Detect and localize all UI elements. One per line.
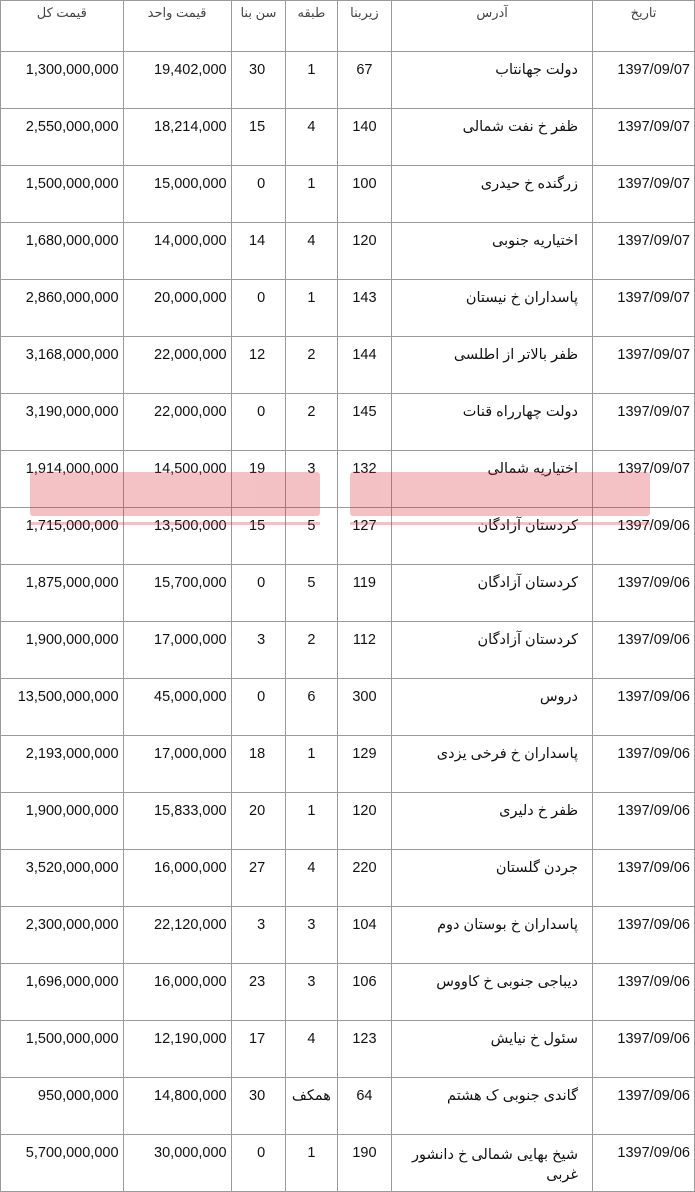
unit-price-cell: 18,214,000 (123, 109, 231, 166)
unit-price-cell: 22,000,000 (123, 337, 231, 394)
table-row (1, 109, 695, 166)
unit-price-cell: 14,800,000 (123, 1078, 231, 1135)
date-cell: 1397/09/07 (593, 52, 695, 109)
unit-price-cell: 19,402,000 (123, 52, 231, 109)
area-cell: 145 (337, 394, 392, 451)
floor-cell: 4 (286, 1021, 337, 1078)
floor-cell: 1 (286, 166, 337, 223)
date-cell: 1397/09/06 (593, 508, 695, 565)
building-age-cell: 27 (231, 850, 286, 907)
address-cell: دولت چهارراه قنات (392, 394, 593, 451)
date-cell: 1397/09/06 (593, 907, 695, 964)
address-cell: ظفر بالاتر از اطلسی (392, 337, 593, 394)
floor-cell: 2 (286, 394, 337, 451)
building-age-cell: 23 (231, 964, 286, 1021)
total-price-cell: 2,300,000,000 (1, 907, 124, 964)
total-price-cell: 1,715,000,000 (1, 508, 124, 565)
date-cell: 1397/09/07 (593, 280, 695, 337)
building-age-cell: 30 (231, 52, 286, 109)
building-age-cell: 0 (231, 280, 286, 337)
table-row (1, 451, 695, 508)
table-row (1, 679, 695, 736)
table-row (1, 52, 695, 109)
table-row (1, 337, 695, 394)
total-price-cell: 3,168,000,000 (1, 337, 124, 394)
table-row (1, 1135, 695, 1192)
unit-price-cell: 15,000,000 (123, 166, 231, 223)
total-price-cell: 1,500,000,000 (1, 1021, 124, 1078)
unit-price-cell: 13,500,000 (123, 508, 231, 565)
area-cell: 132 (337, 451, 392, 508)
total-price-cell: 1,500,000,000 (1, 166, 124, 223)
unit-price-cell: 22,000,000 (123, 394, 231, 451)
unit-price-cell: 45,000,000 (123, 679, 231, 736)
area-cell: 67 (337, 52, 392, 109)
total-price-cell: 2,193,000,000 (1, 736, 124, 793)
total-price-cell: 3,520,000,000 (1, 850, 124, 907)
area-cell: 190 (337, 1135, 392, 1192)
unit-price-cell: 17,000,000 (123, 622, 231, 679)
address-cell: ظفر خ نفت شمالی (392, 109, 593, 166)
floor-cell: 5 (286, 508, 337, 565)
header-area: زیربنا (337, 1, 392, 52)
date-cell: 1397/09/06 (593, 850, 695, 907)
building-age-cell: 19 (231, 451, 286, 508)
total-price-cell: 2,550,000,000 (1, 109, 124, 166)
table-row (1, 907, 695, 964)
address-cell: زرگنده خ حیدری (392, 166, 593, 223)
date-cell: 1397/09/06 (593, 565, 695, 622)
building-age-cell: 15 (231, 508, 286, 565)
total-price-cell: 1,914,000,000 (1, 451, 124, 508)
address-cell: کردستان آزادگان (392, 565, 593, 622)
unit-price-cell: 14,500,000 (123, 451, 231, 508)
area-cell: 123 (337, 1021, 392, 1078)
building-age-cell: 0 (231, 166, 286, 223)
date-cell: 1397/09/07 (593, 109, 695, 166)
table-row (1, 850, 695, 907)
area-cell: 127 (337, 508, 392, 565)
header-address: آدرس (392, 1, 593, 52)
unit-price-cell: 17,000,000 (123, 736, 231, 793)
table-row (1, 1021, 695, 1078)
table-row (1, 565, 695, 622)
total-price-cell: 1,696,000,000 (1, 964, 124, 1021)
area-cell: 140 (337, 109, 392, 166)
total-price-cell: 2,860,000,000 (1, 280, 124, 337)
header-floor: طبقه (286, 1, 337, 52)
header-date: تاریخ (593, 1, 695, 52)
header-total-price: قیمت کل (1, 1, 124, 52)
total-price-cell: 1,900,000,000 (1, 793, 124, 850)
unit-price-cell: 15,700,000 (123, 565, 231, 622)
unit-price-cell: 14,000,000 (123, 223, 231, 280)
building-age-cell: 18 (231, 736, 286, 793)
building-age-cell: 15 (231, 109, 286, 166)
floor-cell: 5 (286, 565, 337, 622)
floor-cell: 1 (286, 52, 337, 109)
address-cell: گاندی جنوبی ک هشتم (392, 1078, 593, 1135)
table-row (1, 1078, 695, 1135)
unit-price-cell: 22,120,000 (123, 907, 231, 964)
building-age-cell: 20 (231, 793, 286, 850)
total-price-cell: 3,190,000,000 (1, 394, 124, 451)
unit-price-cell: 20,000,000 (123, 280, 231, 337)
floor-cell: 3 (286, 451, 337, 508)
total-price-cell: 1,900,000,000 (1, 622, 124, 679)
unit-price-cell: 15,833,000 (123, 793, 231, 850)
floor-cell: 1 (286, 1135, 337, 1192)
building-age-cell: 0 (231, 565, 286, 622)
unit-price-cell: 30,000,000 (123, 1135, 231, 1192)
date-cell: 1397/09/07 (593, 337, 695, 394)
total-price-cell: 5,700,000,000 (1, 1135, 124, 1192)
building-age-cell: 0 (231, 1135, 286, 1192)
address-cell: اختیاریه شمالی (392, 451, 593, 508)
floor-cell: 2 (286, 337, 337, 394)
date-cell: 1397/09/06 (593, 1021, 695, 1078)
area-cell: 143 (337, 280, 392, 337)
date-cell: 1397/09/06 (593, 964, 695, 1021)
unit-price-cell: 12,190,000 (123, 1021, 231, 1078)
address-cell: پاسداران خ بوستان دوم (392, 907, 593, 964)
total-price-cell: 950,000,000 (1, 1078, 124, 1135)
table-row (1, 736, 695, 793)
date-cell: 1397/09/06 (593, 1135, 695, 1192)
address-cell: دولت جهانتاب (392, 52, 593, 109)
table-row (1, 793, 695, 850)
area-cell: 144 (337, 337, 392, 394)
date-cell: 1397/09/07 (593, 223, 695, 280)
table-row (1, 280, 695, 337)
table-row (1, 166, 695, 223)
floor-cell: 4 (286, 223, 337, 280)
floor-cell: 2 (286, 622, 337, 679)
total-price-cell: 1,300,000,000 (1, 52, 124, 109)
address-cell: کردستان آزادگان (392, 508, 593, 565)
area-cell: 220 (337, 850, 392, 907)
floor-cell: 6 (286, 679, 337, 736)
date-cell: 1397/09/06 (593, 793, 695, 850)
address-cell: شیخ بهایی شمالی خ دانشور غربی (392, 1135, 593, 1192)
address-cell: اختیاریه جنوبی (392, 223, 593, 280)
table-row (1, 622, 695, 679)
building-age-cell: 12 (231, 337, 286, 394)
floor-cell: 4 (286, 109, 337, 166)
address-cell: دیباجی جنوبی خ کاووس (392, 964, 593, 1021)
building-age-cell: 0 (231, 679, 286, 736)
area-cell: 129 (337, 736, 392, 793)
floor-cell: 4 (286, 850, 337, 907)
floor-cell: 1 (286, 793, 337, 850)
total-price-cell: 1,875,000,000 (1, 565, 124, 622)
area-cell: 120 (337, 793, 392, 850)
header-row (1, 1, 695, 52)
table-row (1, 394, 695, 451)
address-cell: کردستان آزادگان (392, 622, 593, 679)
date-cell: 1397/09/06 (593, 622, 695, 679)
date-cell: 1397/09/06 (593, 736, 695, 793)
floor-cell: 3 (286, 964, 337, 1021)
address-cell: سئول خ نیایش (392, 1021, 593, 1078)
date-cell: 1397/09/06 (593, 1078, 695, 1135)
header-unit-price: قیمت واحد (123, 1, 231, 52)
building-age-cell: 30 (231, 1078, 286, 1135)
table-row (1, 964, 695, 1021)
area-cell: 300 (337, 679, 392, 736)
table-row (1, 508, 695, 565)
date-cell: 1397/09/07 (593, 394, 695, 451)
date-cell: 1397/09/07 (593, 166, 695, 223)
floor-cell: 1 (286, 280, 337, 337)
area-cell: 120 (337, 223, 392, 280)
building-age-cell: 17 (231, 1021, 286, 1078)
area-cell: 64 (337, 1078, 392, 1135)
building-age-cell: 3 (231, 622, 286, 679)
area-cell: 100 (337, 166, 392, 223)
floor-cell: همکف (286, 1078, 337, 1135)
floor-cell: 1 (286, 736, 337, 793)
address-cell: جردن گلستان (392, 850, 593, 907)
unit-price-cell: 16,000,000 (123, 850, 231, 907)
area-cell: 119 (337, 565, 392, 622)
address-cell: ظفر خ دلیری (392, 793, 593, 850)
total-price-cell: 1,680,000,000 (1, 223, 124, 280)
area-cell: 112 (337, 622, 392, 679)
date-cell: 1397/09/06 (593, 679, 695, 736)
date-cell: 1397/09/07 (593, 451, 695, 508)
area-cell: 104 (337, 907, 392, 964)
address-cell: پاسداران خ فرخی یزدی (392, 736, 593, 793)
floor-cell: 3 (286, 907, 337, 964)
building-age-cell: 0 (231, 394, 286, 451)
building-age-cell: 3 (231, 907, 286, 964)
address-cell: پاسداران خ نیستان (392, 280, 593, 337)
address-cell: دروس (392, 679, 593, 736)
header-building-age: سن بنا (231, 1, 286, 52)
table-row (1, 223, 695, 280)
total-price-cell: 13,500,000,000 (1, 679, 124, 736)
building-age-cell: 14 (231, 223, 286, 280)
unit-price-cell: 16,000,000 (123, 964, 231, 1021)
area-cell: 106 (337, 964, 392, 1021)
